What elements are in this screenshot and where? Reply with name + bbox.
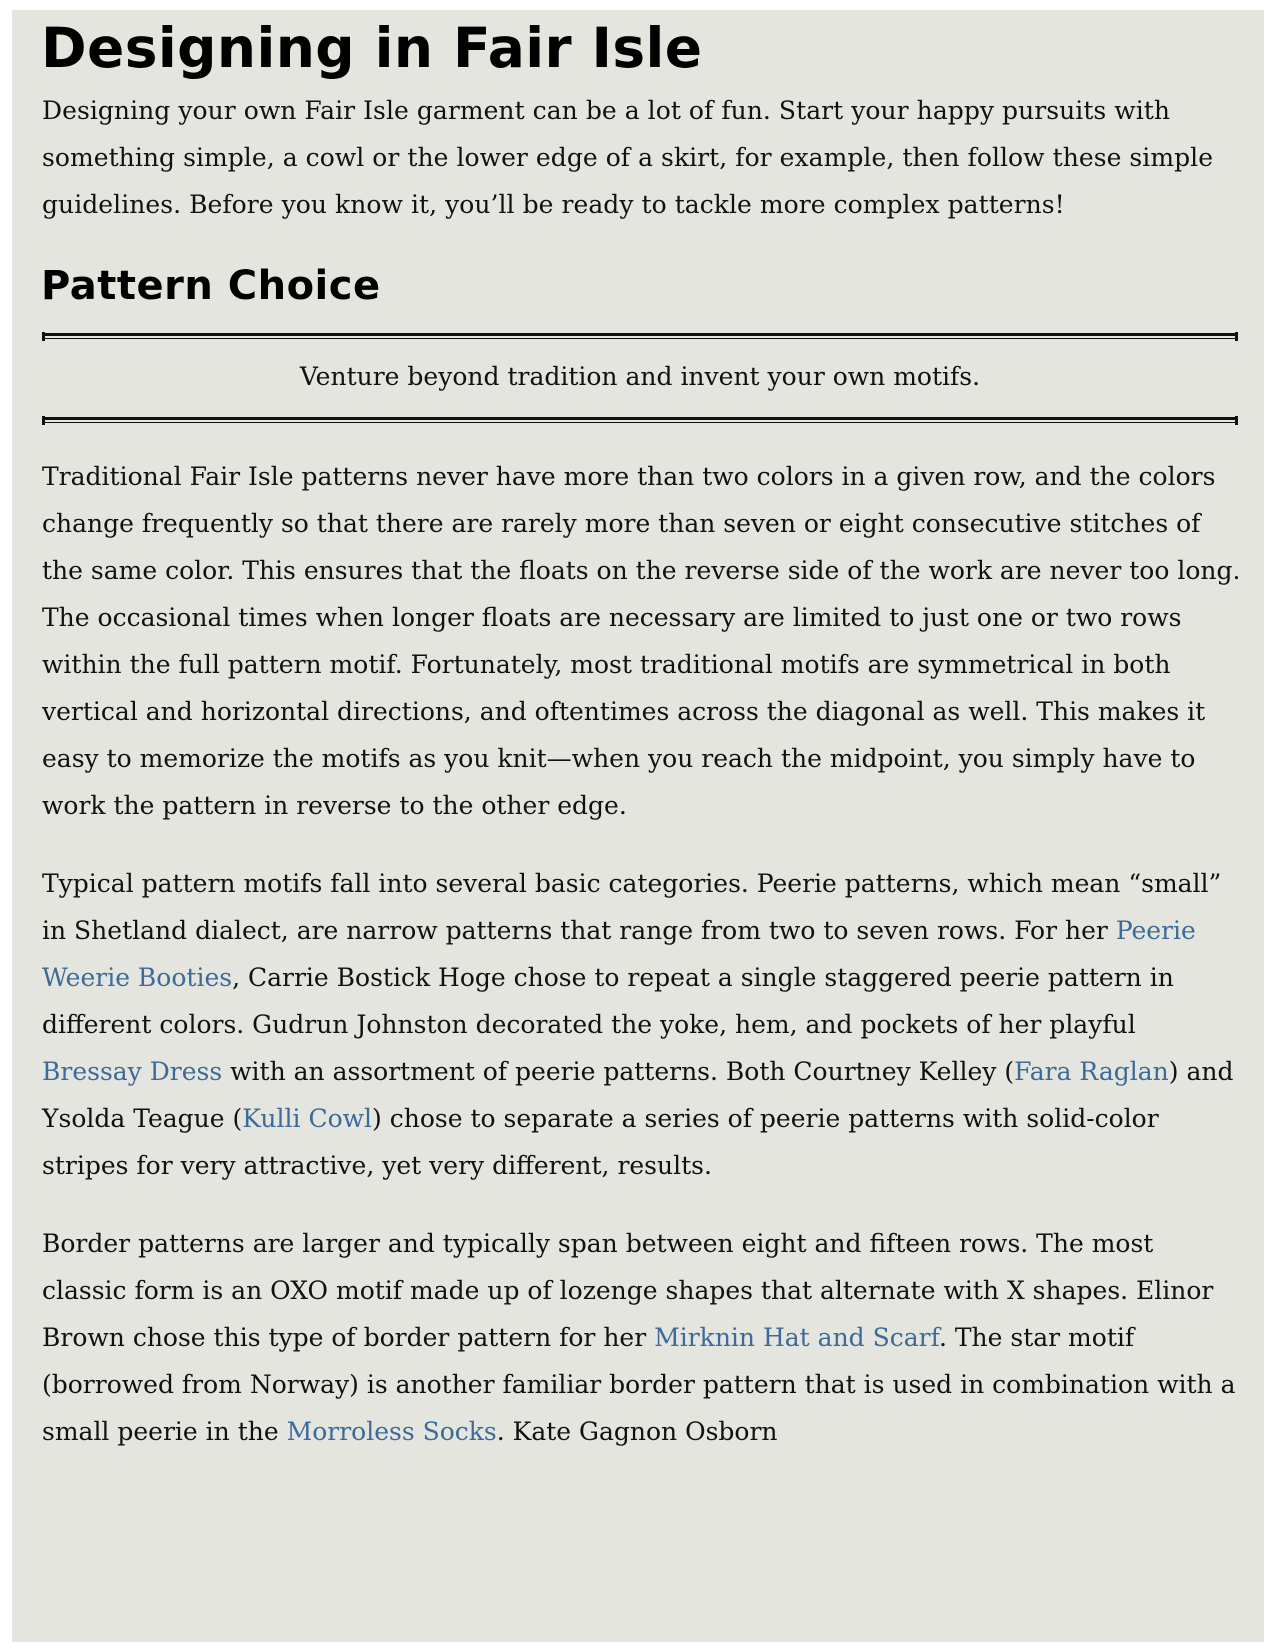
link-fara-raglan[interactable]: Fara Raglan — [1014, 1057, 1169, 1086]
link-morroless-socks[interactable]: Morroless Socks — [286, 1417, 497, 1446]
paragraph-text: Border patterns are larger and typically span between eight and fifteen rows. The most classic form is an OXO motif made up of lozenge shapes that alternate with X shapes. Elinor Brown chose this type of border pattern for her — [42, 1229, 1214, 1352]
pullquote-text: Venture beyond tradition and invent your own motifs. — [299, 362, 981, 391]
pullquote-bottom-rule — [42, 416, 1238, 426]
link-kulli-cowl[interactable]: Kulli Cowl — [242, 1104, 373, 1133]
paragraph-text: ) chose to separate a series of peerie patterns with solid-color stripes for very attractive, yet very different, results. — [42, 1104, 1159, 1180]
paragraph-text: . Kate Gagnon Osborn — [496, 1417, 778, 1446]
link-peerie-weerie-booties[interactable]: Peerie Weerie Booties — [42, 916, 1196, 992]
body-paragraph-border — [42, 1220, 1242, 1455]
paragraph-text: with an assortment of peerie patterns. Both Courtney Kelley ( — [222, 1057, 1015, 1086]
section-title: Pattern Choice — [41, 263, 381, 309]
page-title: Designing in Fair Isle — [41, 16, 703, 80]
paragraph-text: ) and Ysolda Teague ( — [42, 1057, 1234, 1133]
pullquote — [42, 332, 1238, 426]
body-paragraph-traditional: Traditional Fair Isle patterns never have more than two colors in a given row, and the colors change frequently so that there are rarely more than seven or eight consecutive stitches of the same color. This ensures that the floats on the reverse side of the work are never too long. The occasional times when longer floats are necessary are limited to just one or two rows within the full pattern motif. Fortunately, most traditional motifs are symmetrical in both vertical and horizontal directions, and oftentimes across the diagonal as well. This makes it easy to memorize the motifs as you knit—when you reach the midpoint, you simply have to work the pattern in reverse to the other edge. — [42, 462, 1241, 820]
paragraph-text: Typical pattern motifs fall into several basic categories. Peerie patterns, which mean “small” in Shetland dialect, are narrow patterns that range from two to seven rows. For her — [42, 869, 1222, 945]
link-bressay-dress[interactable]: Bressay Dress — [42, 1057, 223, 1086]
article-content — [42, 10, 1242, 1455]
pullquote-top-rule — [42, 332, 1238, 342]
paragraph-text: . The star motif (borrowed from Norway) is another familiar border pattern that is used in combination with a small peerie in the — [42, 1323, 1236, 1446]
body-paragraph-peerie — [42, 860, 1242, 1189]
intro-paragraph: Designing your own Fair Isle garment can be a lot of fun. Start your happy pursuits with something simple, a cowl or the lower edge of a skirt, for example, then follow these simple guidelines. Before you know it, you’ll be ready to tackle more complex patterns! — [42, 96, 1214, 219]
document-page — [12, 10, 1264, 1642]
link-mirknin-hat-and-scarf[interactable]: Mirknin Hat and Scarf — [654, 1323, 939, 1352]
paragraph-text: , Carrie Bostick Hoge chose to repeat a single staggered peerie pattern in different colors. Gudrun Johnston decorated the yoke, hem, and pockets of her playful — [42, 963, 1174, 1039]
